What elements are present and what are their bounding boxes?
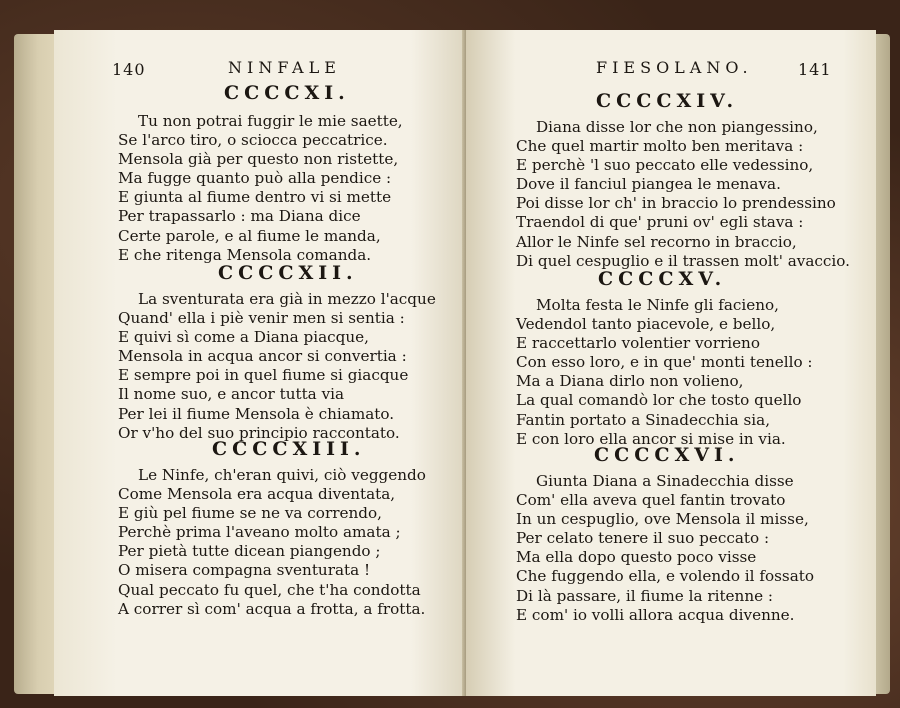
verse-line: Per celato tenere il suo peccato : — [516, 529, 770, 548]
verse-line: Il nome suo, e ancor tutta via — [118, 385, 345, 404]
verse-line: Allor le Ninfe sel recorno in braccio, — [516, 232, 797, 251]
verse-line: Quand' ella i piè venir men si sentia : — [118, 309, 405, 328]
verse-line: Diana disse lor che non piangessino, — [536, 118, 818, 136]
verse-line: Qual peccato fu quel, che t'ha condotta — [118, 580, 421, 599]
stanza — [516, 118, 850, 271]
verse-line: La qual comandò lor che tosto quello — [516, 391, 802, 410]
verse-line: Per lei il fiume Mensola è chiamato. — [118, 404, 395, 423]
verse-line: Fantin portato a Sinadecchia sia, — [516, 410, 771, 429]
verse-line: Come Mensola era acqua diventata, — [118, 485, 396, 504]
right-page — [466, 30, 876, 696]
left-page — [54, 30, 474, 696]
page-number-left: 140 — [112, 60, 146, 79]
stanza-number: CCCCXV. — [598, 268, 727, 290]
verse-line: Ma fugge quanto può alla pendice : — [118, 169, 392, 188]
verse-line: E giù pel fiume se ne va correndo, — [118, 504, 382, 523]
verse-line: E con loro ella ancor si mise in via. — [516, 429, 786, 448]
stanza-number: CCCCXIV. — [596, 90, 739, 112]
running-head-left: NINFALE — [228, 58, 341, 77]
verse-line: Le Ninfe, ch'eran quivi, ciò veggendo — [138, 466, 426, 484]
verse-line: Ma ella dopo questo poco visse — [516, 548, 757, 567]
verse-line: Di quel cespuglio e il trassen molt' avaccio. — [516, 251, 850, 270]
verse-line: A correr sì com' acqua a frotta, a frotta. — [118, 599, 426, 618]
verse-line: Che fuggendo ella, e volendo il fossato — [516, 567, 814, 586]
stanza — [118, 112, 403, 265]
stanza-number: CCCCXII. — [218, 262, 358, 284]
running-head-right: FIESOLANO. — [596, 58, 753, 77]
verse-line: Di là passare, il fiume la ritenne : — [516, 586, 774, 605]
verse-line: Certe parole, e al fiume le manda, — [118, 226, 381, 245]
stanza-number: CCCCXIII. — [212, 438, 366, 460]
verse-line: In un cespuglio, ove Mensola il misse, — [516, 510, 809, 529]
verse-line: E sempre poi in quel fiume si giacque — [118, 366, 409, 385]
verse-line: Dove il fanciul piangea le menava. — [516, 175, 781, 194]
verse-line: E quivi sì come a Diana piacque, — [118, 328, 369, 347]
stanza — [118, 466, 426, 619]
verse-line: Tu non potrai fuggir le mie saette, — [138, 112, 403, 130]
open-book — [14, 24, 890, 700]
verse-line: Giunta Diana a Sinadecchia disse — [536, 472, 794, 490]
verse-line: Che quel martir molto ben meritava : — [516, 137, 804, 156]
verse-line: Molta festa le Ninfe gli facieno, — [536, 296, 780, 314]
stanza — [516, 472, 814, 625]
verse-line: E raccettarlo volentier vorrieno — [516, 334, 760, 353]
verse-line: Mensola già per questo non ristette, — [118, 150, 399, 169]
verse-line: E giunta al fiume dentro vi si mette — [118, 188, 392, 207]
verse-line: E perchè 'l suo peccato elle vedessino, — [516, 156, 814, 175]
verse-line: Ma a Diana dirlo non volieno, — [516, 372, 744, 391]
verse-line: Per trapassarlo : ma Diana dice — [118, 207, 361, 226]
verse-line: Se l'arco tiro, o sciocca peccatrice. — [118, 131, 388, 150]
verse-line: Perchè prima l'aveano molto amata ; — [118, 523, 401, 542]
verse-line: La sventurata era già in mezzo l'acque — [138, 290, 436, 308]
verse-line: E che ritenga Mensola comanda. — [118, 245, 372, 264]
verse-line: Mensola in acqua ancor si convertia : — [118, 347, 407, 366]
verse-line: Com' ella aveva quel fantin trovato — [516, 491, 786, 510]
stanza-number: CCCCXVI. — [594, 444, 740, 466]
page-number-right: 141 — [798, 60, 832, 79]
verse-line: O misera compagna sventurata ! — [118, 561, 371, 580]
verse-line: Or v'ho del suo principio raccontato. — [118, 423, 400, 442]
verse-line: Vedendol tanto piacevole, e bello, — [516, 315, 776, 334]
verse-line: Traendol di que' pruni ov' egli stava : — [516, 213, 804, 232]
stanza — [516, 296, 813, 449]
verse-line: Con esso loro, e in que' monti tenello : — [516, 353, 813, 372]
stanza-number: CCCCXI. — [224, 82, 350, 104]
stanza — [118, 290, 436, 443]
verse-line: E com' io volli allora acqua divenne. — [516, 605, 795, 624]
verse-line: Poi disse lor ch' in braccio lo prendessino — [516, 194, 836, 213]
verse-line: Per pietà tutte dicean piangendo ; — [118, 542, 381, 561]
